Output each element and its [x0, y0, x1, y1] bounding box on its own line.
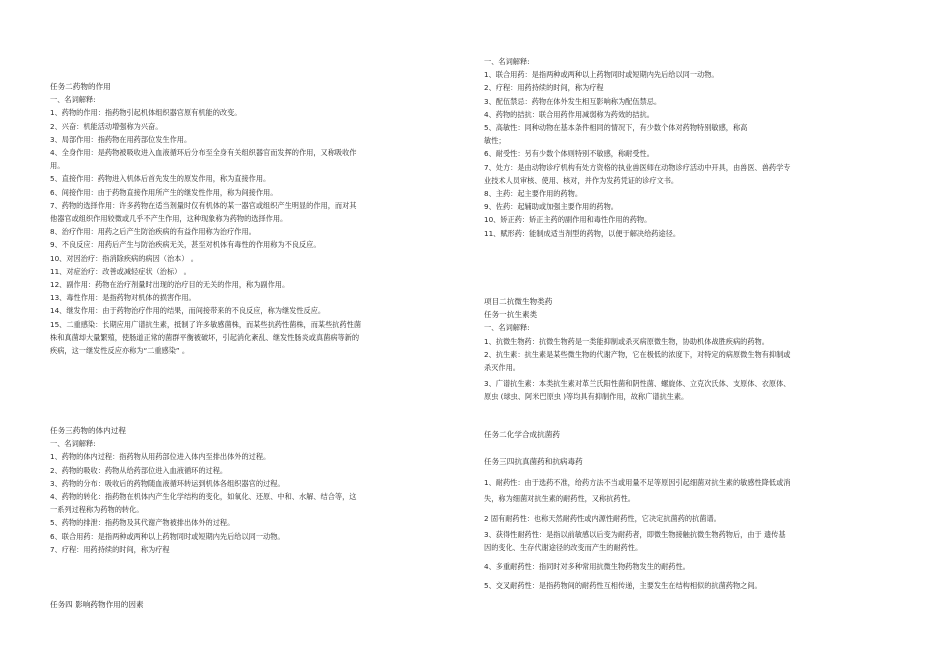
list-item: 10、矫正药：矫正主药的副作用和毒性作用的药物。: [484, 215, 652, 225]
list-item: 因的变化、生存代谢途径的改变而产生的耐药性。: [484, 543, 643, 553]
definition-list: [484, 476, 894, 592]
list-item: 6、联合用药：是指两种或两种以上药物同时或短期内先后给以同一动物。: [50, 531, 285, 541]
project-title: 项目二抗微生物类药: [484, 297, 553, 306]
list-item: 5、直接作用：药物进入机体后首先发生的原发作用，称为直接作用。: [50, 174, 271, 184]
task-title: 任务一抗生素类: [484, 310, 538, 320]
definition-list: [50, 450, 460, 556]
section-right-top: [484, 55, 894, 240]
list-item: 杀灭作用。: [484, 363, 520, 373]
list-item: 7、处方：是由动物诊疗机构有处方资格的执业兽医师在动物诊疗活动中开具，由兽医、兽药学专: [484, 162, 791, 172]
list-item: 8、主药：起主要作用的药物。: [484, 189, 583, 199]
section-subtitle: 一、名词解释:: [484, 57, 530, 66]
list-item: 12、副作用：药物在治疗剂量时出现的治疗目的无关的作用，称为副作用。: [50, 280, 290, 290]
list-item: 疾病，这一继发性反应亦称为“二重感染” 。: [50, 346, 190, 356]
definition-list: [484, 335, 894, 404]
list-item: 14、继发作用：由于药物治疗作用的结果，而间接带来的不良反应，称为继发性反应。: [50, 306, 326, 316]
section-right-task2: [484, 428, 894, 441]
section-subtitle: 一、名词解释:: [50, 439, 96, 449]
list-item: 株和真菌却大量繁殖，使肠道正常的菌群平衡被破坏，引起消化紊乱、继发性肠炎或真菌病等新的: [50, 332, 360, 342]
section-subtitle: 一、名词解释:: [50, 95, 96, 105]
list-item: 3、药物的分布：吸收后的药物随血液循环转运到机体各组织器官的过程。: [50, 478, 285, 488]
list-item: 4、多重耐药性：指同时对多种常用抗微生物药物发生的耐药性。: [484, 562, 690, 572]
list-item: 业技术人员审核、使用、核对，并作为发药凭证的诊疗文书。: [484, 175, 679, 185]
section-task2: [50, 80, 460, 357]
list-item: 2、疗程：用药持续的时间，称为疗程: [484, 83, 604, 93]
section-task4: [50, 598, 460, 611]
list-item: 3、局部作用：指药物在用药部位发生作用。: [50, 134, 192, 144]
list-item: 1、抗微生物药：抗微生物药是一类能抑制或杀灭病原微生物，协助机体战胜疾病的药物。: [484, 336, 769, 346]
section-title: 任务二化学合成抗菌药: [484, 430, 560, 439]
list-item: 7、药物的选择作用：许多药物在适当剂量时仅有机体的某一器官或组织产生明显的作用，而对其: [50, 200, 357, 210]
list-item: 13、毒性作用：是指药物对机体的损害作用。: [50, 293, 196, 303]
list-item: 5、交叉耐药性：是指药物间的耐药性互相传递，主要发生在结构相似的抗菌药物之间。: [484, 581, 762, 591]
list-item: 11、对症治疗：改善或减轻症状（治标） 。: [50, 266, 191, 276]
section-title: 任务三四抗真菌药和抗病毒药: [484, 457, 583, 466]
list-item: 1、联合用药：是指两种或两种以上药物同时或短期内先后给以同一动物。: [484, 70, 719, 80]
list-item: 9、不良反应：用药后产生与防治疾病无关，甚至对机体有毒性的作用称为不良反应。: [50, 240, 321, 250]
list-item: 1、药物的体内过程：指药物从用药部位进入体内至排出体外的过程。: [50, 452, 271, 462]
definition-list: [50, 106, 460, 357]
list-item: 2、抗生素：抗生素是某些微生物的代谢产物，它在极低的浓度下，对特定的病原微生物有抑制或: [484, 349, 791, 359]
list-item: 一系列过程称为药物的转化。: [50, 505, 144, 515]
list-item: 1、耐药性：由于选药不准，给药方法不当或用量不足等原因引起细菌对抗生素的敏感性降低或消: [484, 478, 791, 488]
list-item: 15、二重感染：长期应用广谱抗生素，抵制了许多敏感菌株，而某些抗药性菌株，而某些抗药性菌: [50, 319, 362, 329]
list-item: 失，称为细菌对抗生素的耐药性，又称抗药性。: [484, 494, 635, 504]
section-title: 任务四 影响药物作用的因素: [50, 600, 144, 609]
list-item: 5、药物的排泄：指药物及其代谢产物被排出体外的过程。: [50, 518, 235, 528]
list-item: 11、赋形药：能制成适当剂型的药物，以便于解决给药途径。: [484, 228, 681, 238]
list-item: 2、药物的吸收：药物从给药部位进入血液循环的过程。: [50, 465, 228, 475]
list-item: 8、治疗作用：用药之后产生防治疾病的有益作用称为治疗作用。: [50, 227, 256, 237]
list-item: 9、佐药：起辅助或加强主要作用的药物。: [484, 202, 618, 212]
definition-list: [484, 68, 894, 240]
section-subtitle: 一、名词解释:: [484, 323, 530, 333]
list-item: 7、疗程：用药持续的时间，称为疗程: [50, 544, 170, 554]
list-item: 原虫 (球虫、阿米巴原虫 )等均具有抑制作用，故称广谱抗生素。: [484, 392, 689, 402]
list-item: 1、药物的作用：指药物引起机体组织器官原有机能的改变。: [50, 108, 242, 118]
section-title: 任务三药物的体内过程: [50, 426, 126, 435]
list-item: 5、高敏性：同种动物在基本条件相同的情况下，有少数个体对药物特别敏感，称高: [484, 123, 748, 133]
section-right-task4: [484, 455, 894, 593]
list-item: 用。: [50, 161, 65, 171]
list-item: 3、广谱抗生素：本类抗生素对革兰氏阳性菌和阴性菌、螺旋体、立克次氏体、支原体、衣原体、: [484, 379, 791, 389]
list-item: 4、药物的转化：指药物在机体内产生化学结构的变化，如氧化、还原、中和、水解、结合等，这: [50, 492, 357, 502]
list-item: 3、配伍禁忌：药物在体外发生相互影响称为配伍禁忌。: [484, 96, 662, 106]
list-item: 2 固有耐药性：也称天然耐药性或内源性耐药性，它决定抗菌药的抗菌谱。: [484, 513, 721, 523]
list-item: 6、间接作用：由于药物直接作用所产生的继发性作用，称为间接作用。: [50, 187, 278, 197]
section-project2: [484, 295, 894, 404]
list-item: 4、全身作用：是药物被吸收进入血液循环后分布至全身有关组织器官而发挥的作用，又称吸收作: [50, 148, 357, 158]
section-task3: [50, 424, 460, 556]
list-item: 敏性；: [484, 136, 506, 146]
section-title: 任务二药物的作用: [50, 82, 111, 91]
list-item: 10、对因治疗：指消除疾病的病因（治本） 。: [50, 253, 198, 263]
list-item: 他器官或组织作用较微或几乎不产生作用，这种现象称为药物的选择作用。: [50, 214, 288, 224]
list-item: 4、药物的拮抗：联合用药作用减弱称为药效的拮抗。: [484, 109, 654, 119]
list-item: 2、兴奋：机能活动增强称为兴奋。: [50, 121, 163, 131]
list-item: 6、耐受性：另有少数个体则特别不敏感，称耐受性。: [484, 149, 654, 159]
list-item: 3、获得性耐药性：是指以前敏感以后变为耐药者，即微生物接触抗微生物药物后，由于 遗传基: [484, 529, 786, 539]
